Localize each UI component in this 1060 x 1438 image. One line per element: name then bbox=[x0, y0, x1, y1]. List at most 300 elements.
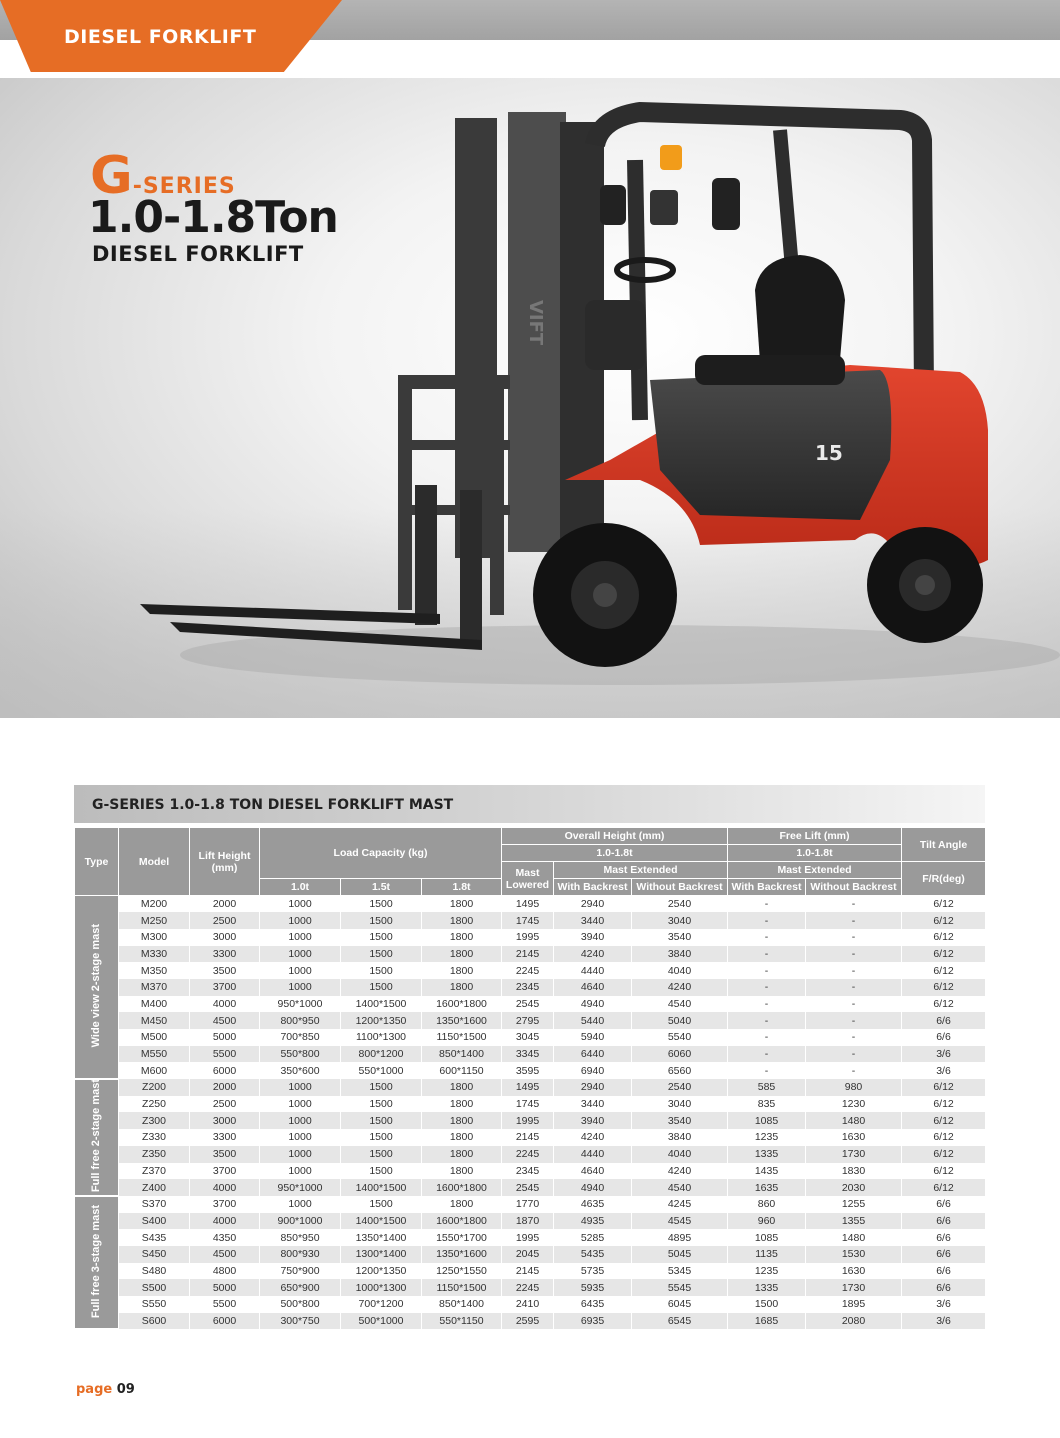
table-cell: 5045 bbox=[632, 1246, 728, 1263]
table-row bbox=[75, 912, 986, 929]
table-cell: 4895 bbox=[632, 1229, 728, 1246]
table-cell: - bbox=[806, 912, 902, 929]
header-cap-1-5: 1.5t bbox=[341, 879, 422, 896]
table-cell: 1350*1600 bbox=[422, 1246, 502, 1263]
table-cell: 1800 bbox=[422, 929, 502, 946]
table-cell: 6/6 bbox=[902, 1012, 986, 1029]
table-cell: 1300*1400 bbox=[341, 1246, 422, 1263]
table-cell: S370 bbox=[119, 1196, 190, 1213]
type-group-label bbox=[75, 896, 119, 1080]
table-cell: 4935 bbox=[554, 1213, 632, 1230]
table-row bbox=[75, 979, 986, 996]
table-cell: 3940 bbox=[554, 1112, 632, 1129]
table-cell: 3440 bbox=[554, 912, 632, 929]
table-cell: 3500 bbox=[190, 1146, 260, 1163]
table-cell: 4940 bbox=[554, 996, 632, 1013]
table-cell: 1335 bbox=[728, 1146, 806, 1163]
table-cell: 1635 bbox=[728, 1179, 806, 1196]
table-cell: 1870 bbox=[502, 1213, 554, 1230]
table-row bbox=[75, 946, 986, 963]
table-cell: 1630 bbox=[806, 1129, 902, 1146]
table-cell: 6045 bbox=[632, 1296, 728, 1313]
table-cell: 1135 bbox=[728, 1246, 806, 1263]
table-cell: - bbox=[728, 1012, 806, 1029]
page-number bbox=[76, 1382, 135, 1397]
table-cell: - bbox=[806, 1012, 902, 1029]
table-cell: 1830 bbox=[806, 1163, 902, 1180]
table-cell: - bbox=[806, 962, 902, 979]
table-cell: 5935 bbox=[554, 1279, 632, 1296]
table-cell: 1480 bbox=[806, 1229, 902, 1246]
header-free-lift: Free Lift (mm) bbox=[728, 828, 902, 845]
table-cell: - bbox=[728, 946, 806, 963]
table-cell: 1250*1550 bbox=[422, 1263, 502, 1280]
table-cell: 6/12 bbox=[902, 929, 986, 946]
table-cell: 1100*1300 bbox=[341, 1029, 422, 1046]
table-cell: - bbox=[806, 1046, 902, 1063]
table-cell: 3300 bbox=[190, 946, 260, 963]
table-row bbox=[75, 896, 986, 913]
table-cell: 1355 bbox=[806, 1213, 902, 1230]
table-cell: 1550*1700 bbox=[422, 1229, 502, 1246]
table-cell: Z330 bbox=[119, 1129, 190, 1146]
table-row bbox=[75, 962, 986, 979]
table-cell: 1995 bbox=[502, 1229, 554, 1246]
table-cell: 5940 bbox=[554, 1029, 632, 1046]
table-cell: 1200*1350 bbox=[341, 1263, 422, 1280]
table-cell: 6/12 bbox=[902, 1079, 986, 1096]
table-cell: 3/6 bbox=[902, 1296, 986, 1313]
table-cell: 3700 bbox=[190, 979, 260, 996]
table-cell: 860 bbox=[728, 1196, 806, 1213]
table-cell: 3540 bbox=[632, 1112, 728, 1129]
type-group-label bbox=[75, 1196, 119, 1330]
table-cell: 1500 bbox=[341, 1096, 422, 1113]
table-cell: 2540 bbox=[632, 896, 728, 913]
header-free-mast-extended: Mast Extended bbox=[728, 862, 902, 879]
table-cell: 980 bbox=[806, 1079, 902, 1096]
table-cell: 1000 bbox=[260, 1129, 341, 1146]
table-cell: M200 bbox=[119, 896, 190, 913]
table-cell: 3/6 bbox=[902, 1062, 986, 1079]
table-cell: S400 bbox=[119, 1213, 190, 1230]
table-cell: 6545 bbox=[632, 1313, 728, 1330]
mast-brand-text: VIFT bbox=[525, 300, 546, 346]
table-cell: 6/6 bbox=[902, 1279, 986, 1296]
table-cell: 1000 bbox=[260, 1163, 341, 1180]
table-cell: 1770 bbox=[502, 1196, 554, 1213]
table-cell: - bbox=[728, 896, 806, 913]
table-cell: 5345 bbox=[632, 1263, 728, 1280]
table-cell: 1600*1800 bbox=[422, 1213, 502, 1230]
type-group-label bbox=[75, 1079, 119, 1196]
table-cell: 1400*1500 bbox=[341, 1213, 422, 1230]
table-cell: 1800 bbox=[422, 1196, 502, 1213]
table-cell: 2940 bbox=[554, 896, 632, 913]
table-cell: 1000 bbox=[260, 1112, 341, 1129]
table-title: G-SERIES 1.0-1.8 TON DIESEL FORKLIFT MAST bbox=[92, 797, 454, 813]
table-cell: Z350 bbox=[119, 1146, 190, 1163]
table-cell: 6440 bbox=[554, 1046, 632, 1063]
spec-table-body bbox=[75, 896, 986, 1330]
table-cell: 6940 bbox=[554, 1062, 632, 1079]
table-cell: 750*900 bbox=[260, 1263, 341, 1280]
table-cell: 1200*1350 bbox=[341, 1012, 422, 1029]
table-cell: 1350*1600 bbox=[422, 1012, 502, 1029]
table-cell: 585 bbox=[728, 1079, 806, 1096]
table-cell: 350*600 bbox=[260, 1062, 341, 1079]
table-cell: 1500 bbox=[341, 896, 422, 913]
header-without-backrest: Without Backrest bbox=[632, 879, 728, 896]
table-cell: 1800 bbox=[422, 1096, 502, 1113]
table-cell: 1255 bbox=[806, 1196, 902, 1213]
table-cell: 900*1000 bbox=[260, 1213, 341, 1230]
table-cell: 6/12 bbox=[902, 1096, 986, 1113]
table-cell: 2940 bbox=[554, 1079, 632, 1096]
table-cell: 6560 bbox=[632, 1062, 728, 1079]
table-cell: 2245 bbox=[502, 1279, 554, 1296]
table-cell: 4940 bbox=[554, 1179, 632, 1196]
table-cell: 1995 bbox=[502, 1112, 554, 1129]
table-row bbox=[75, 1179, 986, 1196]
table-cell: M330 bbox=[119, 946, 190, 963]
table-cell: M250 bbox=[119, 912, 190, 929]
table-cell: Z370 bbox=[119, 1163, 190, 1180]
table-cell: 4240 bbox=[632, 979, 728, 996]
table-cell: 850*1400 bbox=[422, 1296, 502, 1313]
table-cell: - bbox=[806, 896, 902, 913]
table-cell: 1000 bbox=[260, 979, 341, 996]
table-cell: 1745 bbox=[502, 912, 554, 929]
table-row bbox=[75, 1163, 986, 1180]
table-cell: 4500 bbox=[190, 1246, 260, 1263]
table-cell: 1800 bbox=[422, 962, 502, 979]
type-group-text: Full free 3-stage mast bbox=[90, 1204, 102, 1318]
table-cell: 3000 bbox=[190, 1112, 260, 1129]
table-cell: 5000 bbox=[190, 1279, 260, 1296]
table-cell: 1495 bbox=[502, 1079, 554, 1096]
table-cell: 4640 bbox=[554, 979, 632, 996]
forklift-illustration bbox=[0, 0, 1060, 718]
table-cell: 6435 bbox=[554, 1296, 632, 1313]
table-cell: 6000 bbox=[190, 1062, 260, 1079]
table-cell: - bbox=[728, 996, 806, 1013]
table-cell: 4000 bbox=[190, 996, 260, 1013]
table-cell: - bbox=[806, 1062, 902, 1079]
table-cell: 600*1150 bbox=[422, 1062, 502, 1079]
mast-spec-table bbox=[74, 827, 986, 1330]
table-cell: 1500 bbox=[341, 946, 422, 963]
table-cell: 6/6 bbox=[902, 1196, 986, 1213]
table-cell: 2045 bbox=[502, 1246, 554, 1263]
table-cell: 6/12 bbox=[902, 1112, 986, 1129]
table-cell: 6/6 bbox=[902, 1213, 986, 1230]
table-cell: 2545 bbox=[502, 1179, 554, 1196]
table-cell: 4350 bbox=[190, 1229, 260, 1246]
series-letter: G bbox=[90, 146, 133, 206]
table-cell: 6/12 bbox=[902, 996, 986, 1013]
table-cell: Z300 bbox=[119, 1112, 190, 1129]
table-cell: 1000 bbox=[260, 1146, 341, 1163]
table-cell: 6000 bbox=[190, 1313, 260, 1330]
table-cell: 4635 bbox=[554, 1196, 632, 1213]
table-cell: 2410 bbox=[502, 1296, 554, 1313]
table-cell: M350 bbox=[119, 962, 190, 979]
series-suffix: -SERIES bbox=[132, 174, 236, 199]
header-cap-1-8: 1.8t bbox=[422, 879, 502, 896]
table-cell: 5500 bbox=[190, 1046, 260, 1063]
table-cell: 1800 bbox=[422, 946, 502, 963]
header-with-backrest: With Backrest bbox=[554, 879, 632, 896]
header-load-capacity: Load Capacity (kg) bbox=[260, 828, 502, 879]
table-cell: 1495 bbox=[502, 896, 554, 913]
table-cell: 6/12 bbox=[902, 912, 986, 929]
table-cell: 1500 bbox=[341, 1163, 422, 1180]
table-cell: 4500 bbox=[190, 1012, 260, 1029]
table-cell: 650*900 bbox=[260, 1279, 341, 1296]
table-cell: 3440 bbox=[554, 1096, 632, 1113]
table-cell: 3840 bbox=[632, 946, 728, 963]
table-cell: 6/12 bbox=[902, 1146, 986, 1163]
table-cell: 1500 bbox=[341, 962, 422, 979]
table-cell: 4040 bbox=[632, 962, 728, 979]
table-cell: 3940 bbox=[554, 929, 632, 946]
table-cell: 3345 bbox=[502, 1046, 554, 1063]
table-cell: S480 bbox=[119, 1263, 190, 1280]
table-cell: 4040 bbox=[632, 1146, 728, 1163]
table-cell: 800*930 bbox=[260, 1246, 341, 1263]
table-row bbox=[75, 1196, 986, 1213]
table-cell: 800*1200 bbox=[341, 1046, 422, 1063]
table-cell: 1500 bbox=[341, 979, 422, 996]
product-subtitle: DIESEL FORKLIFT bbox=[92, 242, 304, 266]
table-cell: 6/12 bbox=[902, 1179, 986, 1196]
table-cell: 5040 bbox=[632, 1012, 728, 1029]
table-cell: 1800 bbox=[422, 1129, 502, 1146]
table-cell: 3595 bbox=[502, 1062, 554, 1079]
table-cell: 4800 bbox=[190, 1263, 260, 1280]
table-cell: 1800 bbox=[422, 912, 502, 929]
table-cell: 1000 bbox=[260, 962, 341, 979]
table-row bbox=[75, 996, 986, 1013]
table-row bbox=[75, 1313, 986, 1330]
table-cell: 6/12 bbox=[902, 896, 986, 913]
table-cell: 1500 bbox=[341, 929, 422, 946]
table-cell: 1230 bbox=[806, 1096, 902, 1113]
table-cell: 2345 bbox=[502, 1163, 554, 1180]
table-cell: 5000 bbox=[190, 1029, 260, 1046]
table-cell: M400 bbox=[119, 996, 190, 1013]
header-tilt-unit: F/R(deg) bbox=[902, 862, 986, 896]
table-cell: 2595 bbox=[502, 1313, 554, 1330]
table-cell: M300 bbox=[119, 929, 190, 946]
table-cell: 3500 bbox=[190, 962, 260, 979]
table-cell: 2245 bbox=[502, 1146, 554, 1163]
table-row bbox=[75, 1129, 986, 1146]
table-cell: 1730 bbox=[806, 1146, 902, 1163]
table-cell: M500 bbox=[119, 1029, 190, 1046]
table-cell: 1500 bbox=[341, 1129, 422, 1146]
table-cell: 1800 bbox=[422, 1163, 502, 1180]
table-cell: - bbox=[806, 1029, 902, 1046]
table-cell: 3040 bbox=[632, 912, 728, 929]
table-cell: 1235 bbox=[728, 1263, 806, 1280]
table-row bbox=[75, 1229, 986, 1246]
table-cell: 2000 bbox=[190, 896, 260, 913]
table-row bbox=[75, 1112, 986, 1129]
table-cell: - bbox=[728, 912, 806, 929]
table-cell: 4440 bbox=[554, 962, 632, 979]
table-cell: 835 bbox=[728, 1096, 806, 1113]
table-cell: 1800 bbox=[422, 1079, 502, 1096]
table-cell: - bbox=[728, 929, 806, 946]
table-cell: 6/6 bbox=[902, 1263, 986, 1280]
table-cell: 500*800 bbox=[260, 1296, 341, 1313]
table-cell: 5500 bbox=[190, 1296, 260, 1313]
header-overall-range: 1.0-1.8t bbox=[502, 845, 728, 862]
capacity-title: 1.0-1.8Ton bbox=[88, 192, 338, 243]
table-cell: 500*1000 bbox=[341, 1313, 422, 1330]
table-cell: 4540 bbox=[632, 996, 728, 1013]
table-cell: 3040 bbox=[632, 1096, 728, 1113]
header-cap-1-0: 1.0t bbox=[260, 879, 341, 896]
table-cell: 1500 bbox=[341, 1112, 422, 1129]
table-row bbox=[75, 1146, 986, 1163]
table-cell: - bbox=[728, 1029, 806, 1046]
table-cell: 1350*1400 bbox=[341, 1229, 422, 1246]
table-cell: 550*1150 bbox=[422, 1313, 502, 1330]
table-cell: 4000 bbox=[190, 1213, 260, 1230]
table-cell: 1600*1800 bbox=[422, 996, 502, 1013]
section-tag-label: DIESEL FORKLIFT bbox=[64, 26, 257, 48]
table-cell: 2795 bbox=[502, 1012, 554, 1029]
table-cell: 6/12 bbox=[902, 946, 986, 963]
table-cell: S435 bbox=[119, 1229, 190, 1246]
table-cell: - bbox=[728, 1046, 806, 1063]
page-number-value: 09 bbox=[116, 1382, 135, 1397]
table-cell: 3300 bbox=[190, 1129, 260, 1146]
table-cell: 1000 bbox=[260, 1079, 341, 1096]
table-cell: 2145 bbox=[502, 1263, 554, 1280]
table-cell: 950*1000 bbox=[260, 996, 341, 1013]
header-tilt-angle: Tilt Angle bbox=[902, 828, 986, 862]
table-row bbox=[75, 1096, 986, 1113]
table-cell: - bbox=[806, 996, 902, 1013]
table-cell: 1600*1800 bbox=[422, 1179, 502, 1196]
table-cell: 1530 bbox=[806, 1246, 902, 1263]
table-cell: 4240 bbox=[632, 1163, 728, 1180]
table-cell: 4545 bbox=[632, 1213, 728, 1230]
table-cell: 1800 bbox=[422, 896, 502, 913]
table-cell: 1000 bbox=[260, 896, 341, 913]
table-cell: 1000 bbox=[260, 1096, 341, 1113]
table-cell: 4240 bbox=[554, 946, 632, 963]
table-cell: 1435 bbox=[728, 1163, 806, 1180]
table-cell: 2540 bbox=[632, 1079, 728, 1096]
table-cell: 2345 bbox=[502, 979, 554, 996]
page-label: page bbox=[76, 1382, 113, 1397]
table-row bbox=[75, 1279, 986, 1296]
table-title-bar bbox=[74, 785, 985, 823]
table-cell: 550*800 bbox=[260, 1046, 341, 1063]
table-cell: 3/6 bbox=[902, 1046, 986, 1063]
table-cell: 1730 bbox=[806, 1279, 902, 1296]
table-cell: 1000 bbox=[260, 912, 341, 929]
header-free-with-backrest: With Backrest bbox=[728, 879, 806, 896]
header-type: Type bbox=[75, 828, 119, 896]
table-row bbox=[75, 1263, 986, 1280]
header-lift-height: Lift Height (mm) bbox=[190, 828, 260, 896]
table-cell: 1800 bbox=[422, 1146, 502, 1163]
table-cell: 2145 bbox=[502, 1129, 554, 1146]
table-cell: 6/12 bbox=[902, 979, 986, 996]
table-cell: 1235 bbox=[728, 1129, 806, 1146]
table-cell: 3700 bbox=[190, 1196, 260, 1213]
header-mast-lowered: Mast Lowered bbox=[502, 862, 554, 896]
table-cell: 1800 bbox=[422, 979, 502, 996]
table-cell: 1000*1300 bbox=[341, 1279, 422, 1296]
table-cell: 2080 bbox=[806, 1313, 902, 1330]
table-row bbox=[75, 1296, 986, 1313]
table-cell: 850*1400 bbox=[422, 1046, 502, 1063]
table-row bbox=[75, 1012, 986, 1029]
table-cell: 1150*1500 bbox=[422, 1279, 502, 1296]
table-row bbox=[75, 1046, 986, 1063]
table-cell: S450 bbox=[119, 1246, 190, 1263]
table-cell: 1480 bbox=[806, 1112, 902, 1129]
table-row bbox=[75, 929, 986, 946]
table-cell: 6935 bbox=[554, 1313, 632, 1330]
table-cell: 1085 bbox=[728, 1229, 806, 1246]
table-cell: 1500 bbox=[341, 1146, 422, 1163]
forklift-badge: 15 bbox=[815, 441, 843, 465]
table-cell: 1500 bbox=[341, 1079, 422, 1096]
table-cell: 6/6 bbox=[902, 1246, 986, 1263]
table-cell: 300*750 bbox=[260, 1313, 341, 1330]
header-model: Model bbox=[119, 828, 190, 896]
table-cell: 850*950 bbox=[260, 1229, 341, 1246]
table-cell: 950*1000 bbox=[260, 1179, 341, 1196]
table-cell: 2245 bbox=[502, 962, 554, 979]
table-cell: 3000 bbox=[190, 929, 260, 946]
type-group-text: Wide view 2-stage mast bbox=[90, 923, 102, 1048]
table-cell: 1995 bbox=[502, 929, 554, 946]
table-cell: 3045 bbox=[502, 1029, 554, 1046]
table-cell: 6/12 bbox=[902, 1129, 986, 1146]
table-cell: - bbox=[806, 979, 902, 996]
table-cell: S600 bbox=[119, 1313, 190, 1330]
table-cell: 800*950 bbox=[260, 1012, 341, 1029]
table-cell: 2000 bbox=[190, 1079, 260, 1096]
table-row bbox=[75, 1079, 986, 1096]
table-cell: Z200 bbox=[119, 1079, 190, 1096]
table-cell: 3540 bbox=[632, 929, 728, 946]
table-cell: 5435 bbox=[554, 1246, 632, 1263]
table-cell: - bbox=[728, 979, 806, 996]
table-cell: 1685 bbox=[728, 1313, 806, 1330]
table-cell: 1800 bbox=[422, 1112, 502, 1129]
table-row bbox=[75, 1246, 986, 1263]
table-row bbox=[75, 1213, 986, 1230]
table-cell: 6/12 bbox=[902, 1163, 986, 1180]
table-cell: 1085 bbox=[728, 1112, 806, 1129]
table-cell: Z400 bbox=[119, 1179, 190, 1196]
table-cell: 2500 bbox=[190, 912, 260, 929]
table-cell: 1500 bbox=[728, 1296, 806, 1313]
table-cell: M450 bbox=[119, 1012, 190, 1029]
table-cell: 1500 bbox=[341, 912, 422, 929]
table-cell: - bbox=[728, 962, 806, 979]
